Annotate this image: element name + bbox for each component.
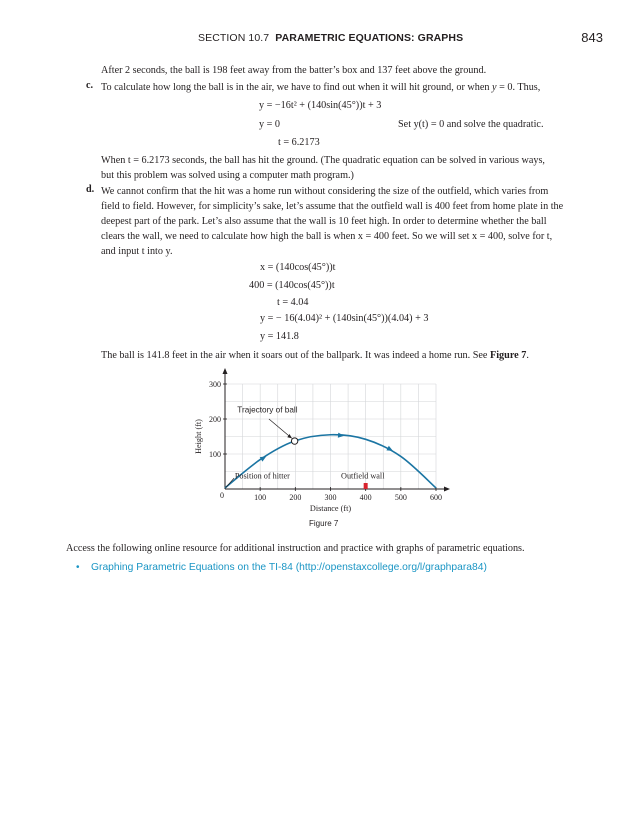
x-tick-label: 600 [430, 493, 442, 502]
annotation-outfield-wall: Outfield wall [341, 471, 385, 481]
page-header [0, 30, 630, 50]
part-d-label: d. [86, 184, 95, 195]
part-c-equation-2-note: Set y(t) = 0 and solve the quadratic. [398, 119, 544, 130]
y-tick-label: 300 [209, 380, 221, 389]
y-tick-label: 100 [209, 450, 221, 459]
paragraph-after-2-seconds: After 2 seconds, the ball is 198 feet away from the batter’s box and 137 feet above the ground. [101, 65, 487, 76]
x-tick-label: 400 [359, 493, 372, 502]
x-tick-label: 200 [289, 493, 302, 502]
part-d-line-5: and input t into y. [101, 246, 173, 257]
part-c-equation-1: y = −16t² + (140sin(45°))t + 3 [259, 100, 382, 111]
figure-caption: Figure 7 [309, 519, 339, 528]
part-c-label: c. [86, 80, 94, 91]
outfield-wall-mark [364, 483, 368, 489]
x-tick-label: 300 [324, 493, 337, 502]
x-tick-label: 500 [394, 493, 407, 502]
resource-link[interactable]: Graphing Parametric Equations on the TI-84 (http://openstaxcollege.org/l/graphpara84) [91, 562, 487, 573]
leader-hitter [226, 478, 234, 487]
part-c-conclusion-line-1: When t = 6.2173 seconds, the ball has hit the ground. (The quadratic equation can be solved in various ways, [101, 155, 545, 166]
bullet-icon: • [76, 562, 80, 573]
chart-ticks [209, 380, 442, 502]
page-number: 843 [581, 30, 603, 45]
x-axis-arrow [444, 487, 450, 492]
part-d-line-3: deepest part of the park. Let’s also assume that the wall is 10 feet high. In order to determine whether the ball [101, 216, 547, 227]
part-d-line-1: We cannot confirm that the hit was a home run without considering the size of the outfield, which varies from [101, 186, 549, 197]
part-d-equation-1: x = (140cos(45°))t [260, 262, 336, 273]
part-d-line-2: field to field. However, for simplicity’s sake, let’s assume that the outfield wall is 400 feet from home plate in the [101, 201, 564, 212]
origin-label: 0 [220, 491, 224, 500]
x-tick-label: 100 [254, 493, 267, 502]
part-c-conclusion-line-2: but this problem was solved using a computer math program.) [101, 170, 354, 181]
leader-trajectory [269, 419, 292, 438]
part-d-line-4: clears the wall, we need to calculate how high the ball is when x = 400 feet. So we will set x = 400, solve for t, [101, 231, 553, 242]
part-d-conclusion: The ball is 141.8 feet in the air when it soars out of the ballpark. It was indeed a home run. See Figure 7. [101, 350, 529, 361]
part-d-equation-5: y = 141.8 [260, 331, 299, 342]
part-c-intro: To calculate how long the ball is in the air, we have to find out when it will hit ground, or when y = 0. Thus, [101, 82, 541, 93]
resource-intro: Access the following online resource for additional instruction and practice with graphs of parametric equations. [66, 543, 525, 554]
part-d-equation-3: t = 4.04 [277, 297, 309, 308]
ball-position-marker [291, 438, 297, 444]
x-axis-label: Distance (ft) [309, 504, 352, 513]
y-axis-label: Height (ft) [194, 419, 203, 454]
part-c-equation-3: t = 6.2173 [278, 137, 320, 148]
y-axis-arrow [223, 368, 228, 374]
part-d-equation-2: 400 = (140cos(45°))t [249, 280, 335, 291]
annotation-hitter: Position of hitter [234, 471, 290, 481]
figure-7-chart [190, 368, 450, 528]
y-tick-label: 200 [209, 415, 221, 424]
trajectory-arrow [338, 433, 344, 439]
section-heading: SECTION 10.7 PARAMETRIC EQUATIONS: GRAPHS [198, 32, 464, 44]
part-d-equation-4: y = − 16(4.04)² + (140sin(45°))(4.04) + 3 [260, 313, 429, 324]
figure-7-reference: Figure 7 [490, 350, 527, 361]
annotation-trajectory: Trajectory of ball [237, 405, 298, 415]
part-c-equation-2: y = 0 [259, 119, 281, 130]
